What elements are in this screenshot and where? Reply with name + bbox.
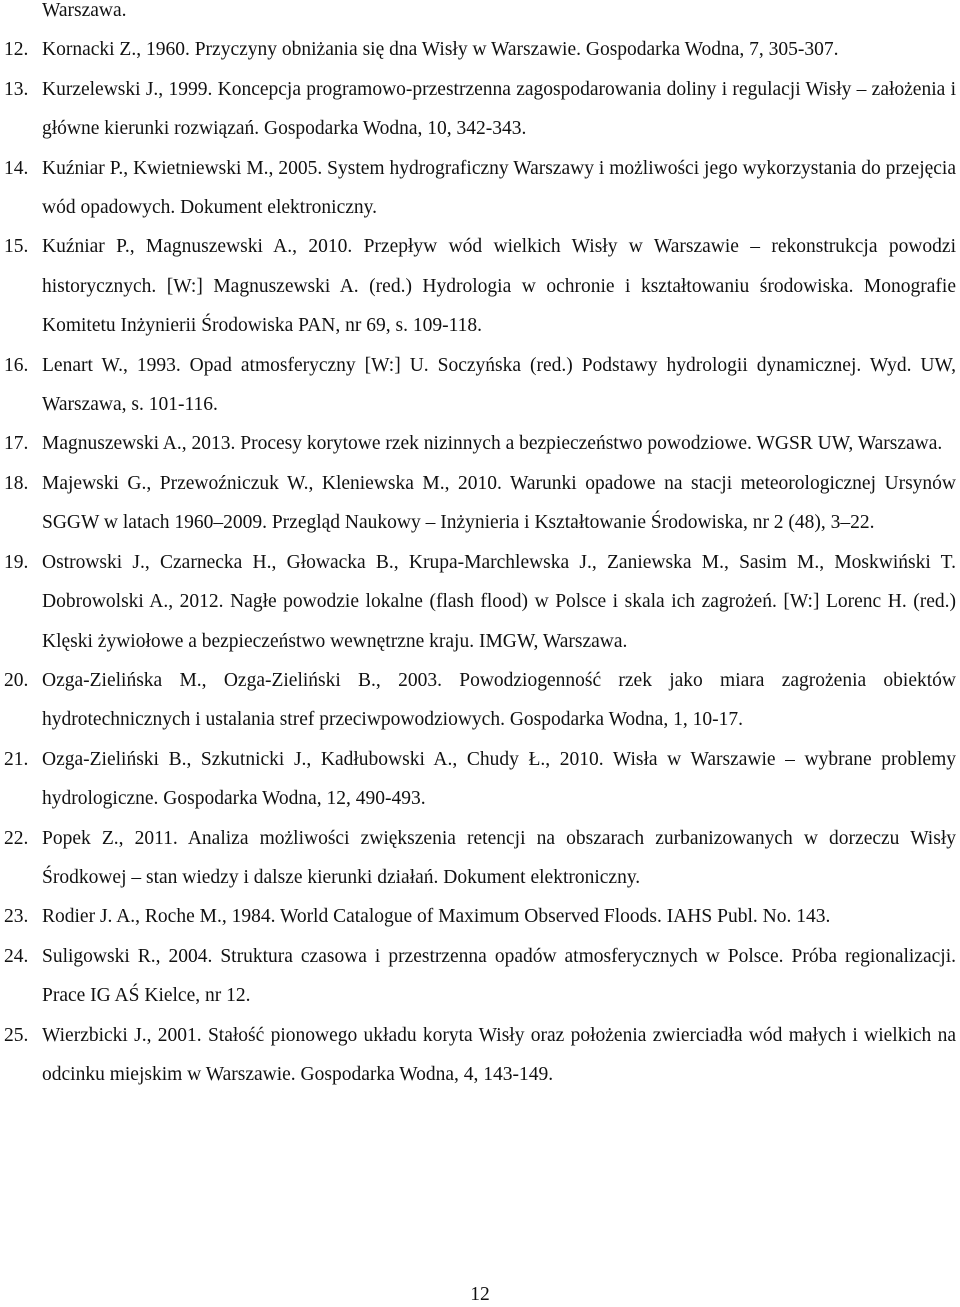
reference-text: Kuźniar P., Magnuszewski A., 2010. Przepływ wód wielkich Wisły w Warszawie – rekonstrukcja powodzi historycznych. [W:] Magnuszewski A. (red.) Hydrologia w ochronie i kształtowaniu środowiska. Monografie Komitetu Inżynierii Środowiska PAN, nr 69, s. 109-118. bbox=[42, 236, 956, 337]
reference-item bbox=[0, 897, 956, 936]
reference-text: Magnuszewski A., 2013. Procesy korytowe rzek nizinnych a bezpieczeństwo powodziowe. WGSR UW, Warszawa. bbox=[42, 433, 943, 455]
reference-text: Kuźniar P., Kwietniewski M., 2005. System hydrograficzny Warszawy i możliwości jego wykorzystania do przejęcia wód opadowych. Dokument elektroniczny. bbox=[42, 157, 956, 219]
reference-item bbox=[0, 227, 956, 345]
reference-continuation bbox=[0, 0, 956, 30]
reference-text: Kornacki Z., 1960. Przyczyny obniżania się dna Wisły w Warszawie. Gospodarka Wodna, 7, 305-307. bbox=[42, 39, 839, 61]
reference-text: Lenart W., 1993. Opad atmosferyczny [W:] U. Soczyńska (red.) Podstawy hydrologii dynamicznej. Wyd. UW, Warszawa, s. 101-116. bbox=[42, 354, 956, 416]
reference-number: 14. bbox=[4, 157, 29, 179]
reference-text: Ostrowski J., Czarnecka H., Głowacka B., Krupa-Marchlewska J., Zaniewska M., Sasim M., Moskwiński T. Dobrowolski A., 2012. Nagłe powodzie lokalne (flash flood) w Polsce i skala ich zagrożeń. [W:] Lorenc H. (red.) Klęski żywiołowe a bezpieczeństwo wewnętrzne kraju. IMGW, Warszawa. bbox=[42, 551, 956, 652]
reference-number: 15. bbox=[4, 236, 29, 258]
reference-number: 20. bbox=[4, 669, 29, 691]
reference-item bbox=[0, 70, 956, 149]
reference-item bbox=[0, 740, 956, 819]
reference-item bbox=[0, 543, 956, 661]
reference-text: Popek Z., 2011. Analiza możliwości zwiększenia retencji na obszarach zurbanizowanych w dorzeczu Wisły Środkowej – stan wiedzy i dalsze kierunki działań. Dokument elektroniczny. bbox=[42, 827, 956, 888]
reference-number: 25. bbox=[4, 1024, 29, 1046]
reference-text: Ozga-Zieliński B., Szkutnicki J., Kadłubowski A., Chudy Ł., 2010. Wisła w Warszawie – wybrane problemy hydrologiczne. Gospodarka Wodna, 12, 490-493. bbox=[42, 748, 956, 810]
reference-item bbox=[0, 346, 956, 425]
reference-item bbox=[0, 819, 956, 898]
page-number: 12 bbox=[470, 1284, 490, 1305]
reference-text: Rodier J. A., Roche M., 1984. World Catalogue of Maximum Observed Floods. IAHS Publ. No. 143. bbox=[42, 906, 831, 928]
reference-text: Ozga-Zielińska M., Ozga-Zieliński B., 2003. Powodziogenność rzek jako miara zagrożenia obiektów hydrotechnicznych i ustalania stref przeciwpowodziowych. Gospodarka Wodna, 1, 10-17. bbox=[42, 669, 956, 731]
reference-number: 13. bbox=[4, 78, 29, 100]
reference-item bbox=[0, 149, 956, 228]
reference-number: 21. bbox=[4, 748, 29, 770]
reference-item bbox=[0, 464, 956, 543]
reference-number: 12. bbox=[4, 39, 29, 61]
reference-item bbox=[0, 30, 956, 69]
reference-number: 18. bbox=[4, 472, 29, 494]
reference-number: 24. bbox=[4, 945, 29, 967]
reference-text: Wierzbicki J., 2001. Stałość pionowego układu koryta Wisły oraz położenia zwierciadła wód małych i wielkich na odcinku miejskim w Warszawie. Gospodarka Wodna, 4, 143-149. bbox=[42, 1024, 956, 1085]
reference-text: Majewski G., Przewoźniczuk W., Kleniewska M., 2010. Warunki opadowe na stacji meteorologicznej Ursynów SGGW w latach 1960–2009. Przegląd Naukowy – Inżynieria i Kształtowanie Środowiska, nr 2 (48), 3–22. bbox=[42, 472, 956, 534]
reference-number: 16. bbox=[4, 354, 29, 376]
reference-number: 22. bbox=[4, 827, 29, 849]
reference-item bbox=[0, 661, 956, 740]
reference-text: Suligowski R., 2004. Struktura czasowa i przestrzenna opadów atmosferycznych w Polsce. Próba regionalizacji. Prace IG AŚ Kielce, nr 12. bbox=[42, 945, 956, 1007]
reference-number: 23. bbox=[4, 906, 29, 928]
reference-text: Warszawa. bbox=[42, 0, 127, 21]
reference-item bbox=[0, 1016, 956, 1095]
reference-item bbox=[0, 937, 956, 1016]
reference-text: Kurzelewski J., 1999. Koncepcja programowo-przestrzenna zagospodarowania doliny i regulacji Wisły – założenia i główne kierunki rozwiązań. Gospodarka Wodna, 10, 342-343. bbox=[42, 78, 956, 140]
reference-item bbox=[0, 424, 956, 463]
reference-number: 19. bbox=[4, 551, 29, 573]
reference-number: 17. bbox=[4, 433, 29, 455]
